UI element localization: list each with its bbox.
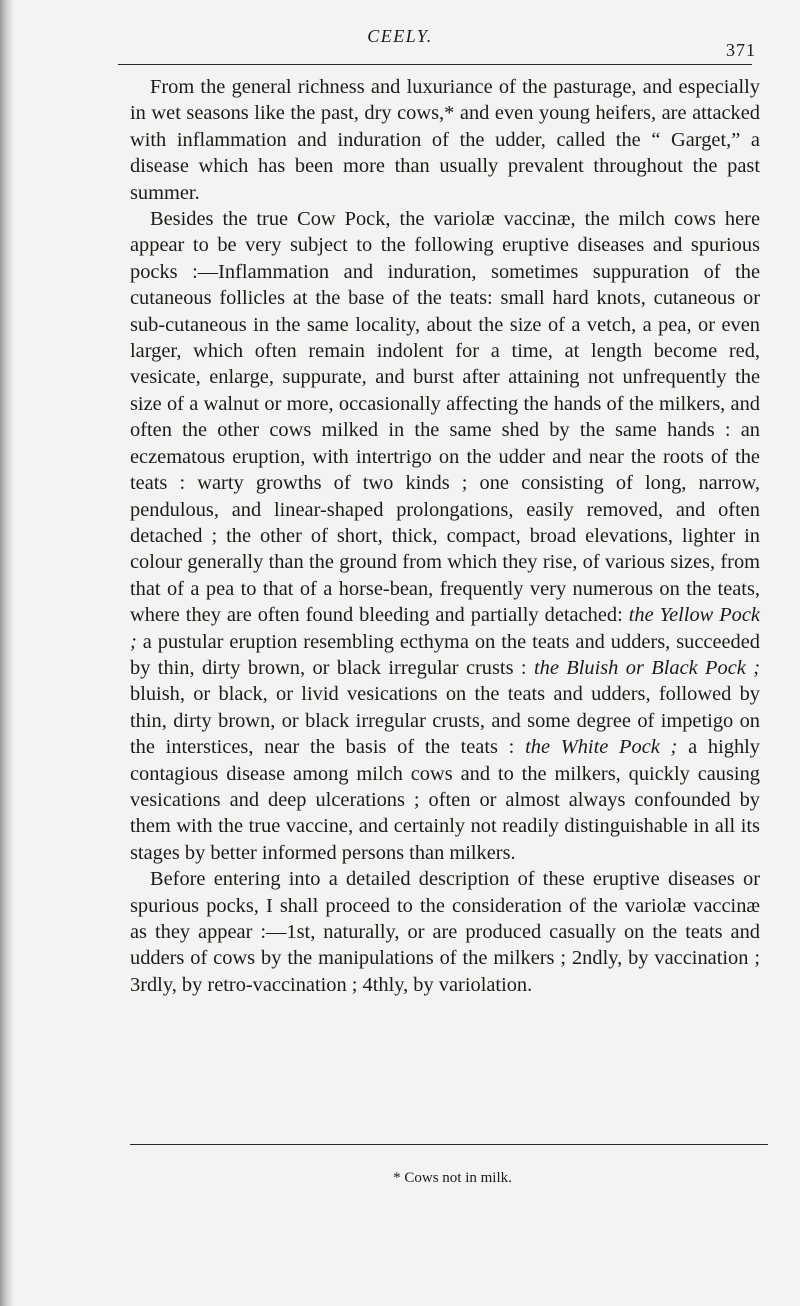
paragraph-text: a pustular eruption resembling ecthyma on the teats and udders, succeeded by thin, dirty brown, or black irregular crusts : (130, 630, 760, 679)
footnote: * Cows not in milk. (393, 1170, 512, 1186)
paragraph-eruptive-diseases (130, 206, 760, 866)
header-rule (118, 64, 752, 65)
footnote-rule (130, 1144, 768, 1145)
term-white-pock: the White Pock ; (525, 736, 678, 759)
page-number: 371 (726, 40, 756, 60)
running-title: CEELY. (367, 26, 433, 46)
paragraph-text: a highly contagious disease among milch cows and to the milkers, quickly causing vesications and deep ulcerations ; often or almost always confounded by them with the true vaccine, and certainly not readily distinguishable in all its stages by better informed persons than milkers. (130, 736, 760, 864)
term-yellow-pock: the Yellow Pock ; (130, 604, 760, 653)
paragraph-garget: From the general richness and luxuriance of the pasturage, and especially in wet seasons like the past, dry cows,* and even young heifers, are attacked with inflammation and induration of the udder, called the “ Garget,” a disease which has been more than usually prevalent throughout the past summer. (130, 76, 760, 204)
paragraph-text: bluish, or black, or livid vesications on the teats and udders, followed by thin, dirty brown, or black irregular crusts, and some degree of impetigo on the interstices, near the basis of the teats : (130, 683, 760, 759)
paragraph-text: Besides the true Cow Pock, the variolæ vaccinæ, the milch cows here appear to be very subject to the following eruptive diseases and spurious pocks :—Inflammation and induration, sometimes suppuration of the cutaneous follicles at the base of the teats: small hard knots, cutaneous or sub-cutaneous in the same locality, about the size of a vetch, a pea, or even larger, which often remain indolent for a time, at length become red, vesicate, enlarge, suppurate, and burst after attaining not unfrequently the size of a walnut or more, occasionally affecting the hands of the milkers, and often the other cows milked in the same shed by the same hands : an eczematous eruption, with intertrigo on the udder and near the roots of the teats : warty growths of two kinds ; one consisting of long, narrow, pendulous, and linear-shaped prolongations, easily removed, and often detached ; the other of short, thick, compact, broad elevations, lighter in colour generally than the ground from which they rise, of various sizes, from that of a pea to that of a horse-bean, frequently very numerous on the teats, where they are often found bleeding and partially detached: (130, 208, 760, 627)
binding-shadow (0, 0, 14, 1306)
paragraph-variolae-vaccinae: Before entering into a detailed description of these eruptive diseases or spurious pocks, I shall proceed to the consideration of the variolæ vaccinæ as they appear :—1st, naturally, or are produced casually on the teats and udders of cows by the manipulations of the milkers ; 2ndly, by vaccination ; 3rdly, by retro-vaccination ; 4thly, by variolation. (130, 868, 760, 996)
body-text (130, 74, 760, 998)
term-bluish-black-pock: the Bluish or Black Pock ; (533, 656, 760, 679)
